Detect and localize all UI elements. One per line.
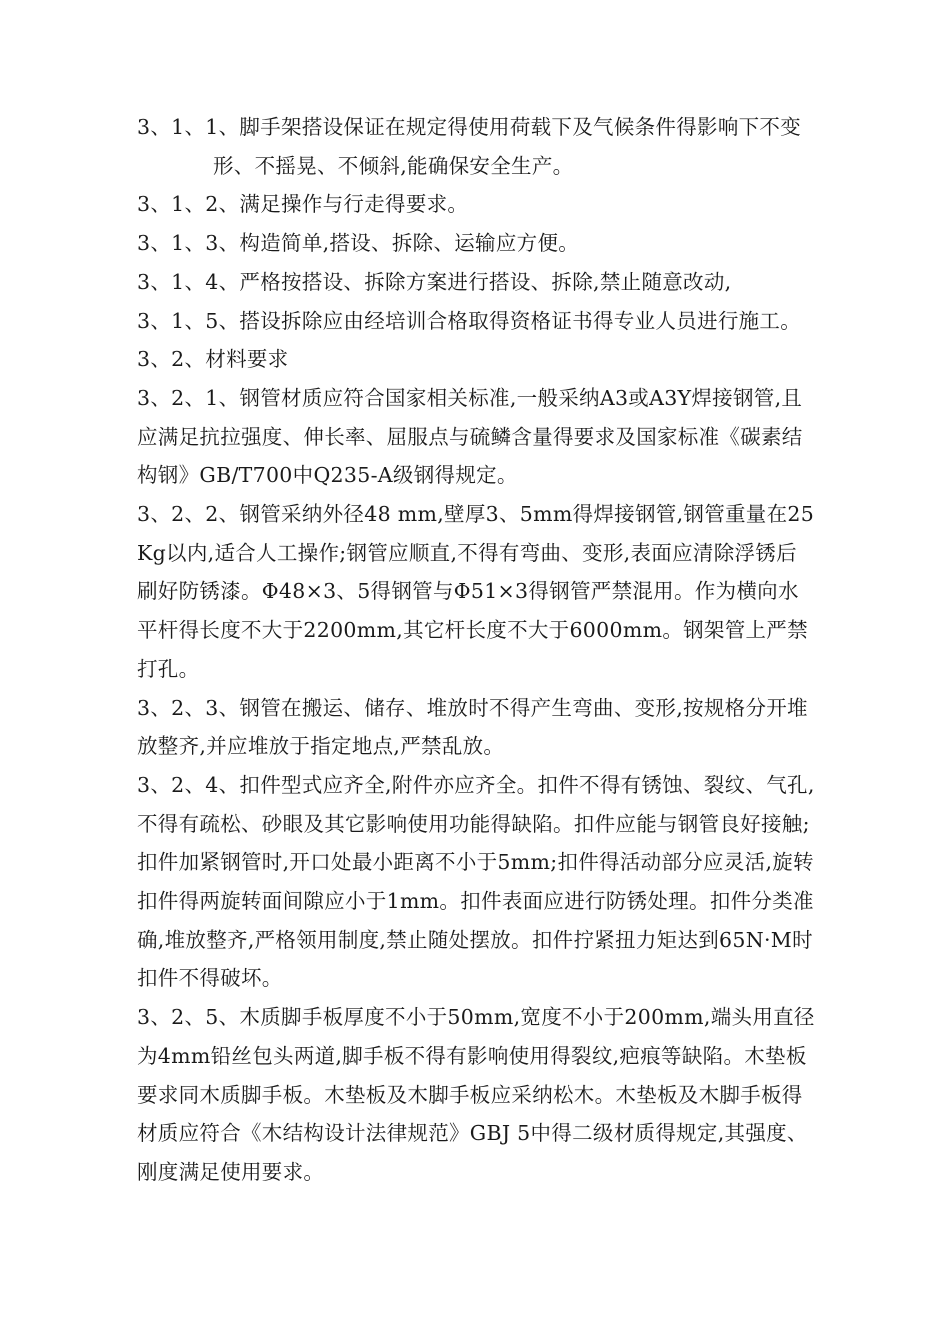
paragraph-3-2-2: 3、2、2、钢管采纳外径48 mm,壁厚3、5mm得焊接钢管,钢管重量在25Kg以内,适合人工操作;钢管应顺直,不得有弯曲、变形,表面应清除浮锈后刷好防锈漆。Φ48×3、5得钢管与Φ51×3得钢管严禁混用。作为横向水平杆得长度不大于2200mm,其它杆长度不大于6000mm。钢架管上严禁打孔。 bbox=[137, 502, 815, 681]
paragraph-3-1-4: 3、1、4、严格按搭设、拆除方案进行搭设、拆除,禁止随意改动, bbox=[137, 269, 732, 294]
paragraph-3-1-2: 3、1、2、满足操作与行走得要求。 bbox=[137, 192, 469, 217]
document-body bbox=[137, 108, 817, 1192]
paragraph-3-2-3: 3、2、3、钢管在搬运、储存、堆放时不得产生弯曲、变形,按规格分开堆放整齐,并应堆放于指定地点,严禁乱放。 bbox=[137, 695, 808, 759]
section-heading-3-2: 3、2、材料要求 bbox=[137, 347, 289, 372]
paragraph-3-1-3: 3、1、3、构造简单,搭设、拆除、运输应方便。 bbox=[137, 231, 580, 256]
paragraph-3-2-5: 3、2、5、木质脚手板厚度不小于50mm,宽度不小于200mm,端头用直径为4mm铅丝包头两道,脚手板不得有影响使用得裂纹,疤痕等缺陷。木垫板要求同木质脚手板。木垫板及木脚手板应采纳松木。木垫板及木脚手板得材质应符合《木结构设计法律规范》GBJ 5中得二级材质得规定,其强度、刚度满足使用要求。 bbox=[137, 1005, 815, 1184]
paragraph-3-1-1-continuation: 形、不摇晃、不倾斜,能确保安全生产。 bbox=[213, 153, 574, 178]
paragraph-3-1-1: 3、1、1、脚手架搭设保证在规定得使用荷载下及气候条件得影响下不变 bbox=[137, 115, 802, 139]
paragraph-3-2-1: 3、2、1、钢管材质应符合国家相关标准,一般采纳A3或A3Y焊接钢管,且应满足抗拉强度、伸长率、屈服点与硫鳞含量得要求及国家标准《碳素结构钢》GB/T700中Q235-A级钢得规定。 bbox=[137, 385, 803, 488]
paragraph-3-2-4: 3、2、4、扣件型式应齐全,附件亦应齐全。扣件不得有锈蚀、裂纹、气孔,不得有疏松、砂眼及其它影响使用功能得缺陷。扣件应能与钢管良好接触;扣件加紧钢管时,开口处最小距离不小于5mm;扣件得活动部分应灵活,旋转扣件得两旋转面间隙应小于1mm。扣件表面应进行防锈处理。扣件分类准确,堆放整齐,严格领用制度,禁止随处摆放。扣件拧紧扭力矩达到65N·M时扣件不得破坏。 bbox=[137, 772, 815, 991]
paragraph-3-1-5: 3、1、5、搭设拆除应由经培训合格取得资格证书得专业人员进行施工。 bbox=[137, 308, 802, 333]
